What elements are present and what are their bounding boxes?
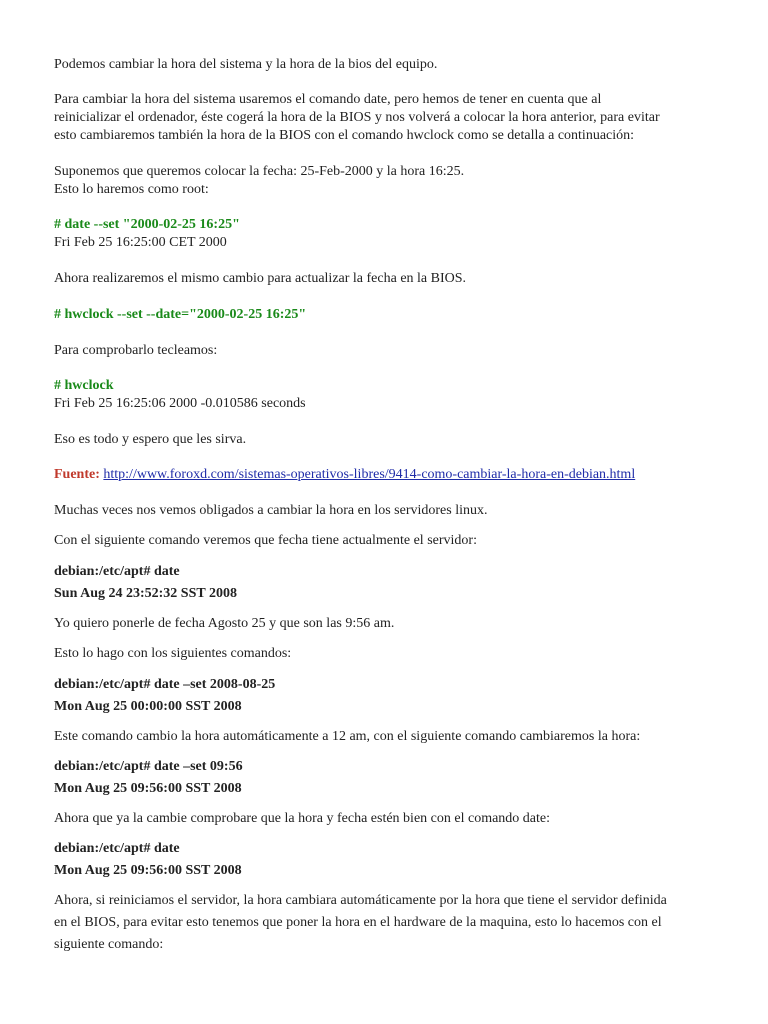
paragraph-line: Esto lo haremos como root: <box>54 182 209 197</box>
command-line: debian:/etc/apt# date –set 09:56 <box>54 759 243 774</box>
command-output: Mon Aug 25 09:56:00 SST 2008 <box>54 863 242 878</box>
paragraph-line: siguiente comando: <box>54 937 164 952</box>
command-output: Mon Aug 25 00:00:00 SST 2008 <box>54 699 242 714</box>
paragraph-line: Con el siguiente comando veremos que fecha tiene actualmente el servidor: <box>54 533 477 548</box>
paragraph-line: Ahora, si reiniciamos el servidor, la hora cambiara automáticamente por la hora que tiene el servidor definida <box>54 893 667 908</box>
command-date: # date --set "2000-02-25 16:25" <box>54 217 240 232</box>
command-output: Mon Aug 25 09:56:00 SST 2008 <box>54 781 242 796</box>
paragraph-line: Para comprobarlo tecleamos: <box>54 343 218 358</box>
command-line: debian:/etc/apt# date <box>54 564 180 579</box>
source-label: Fuente: <box>54 467 100 482</box>
command-line: debian:/etc/apt# date –set 2008-08-25 <box>54 677 276 692</box>
source-link[interactable]: http://www.foroxd.com/sistemas-operativos-libres/9414-como-cambiar-la-hora-en-debian.html <box>103 467 636 482</box>
paragraph-line: Muchas veces nos vemos obligados a cambiar la hora en los servidores linux. <box>54 503 488 518</box>
paragraph-line: Este comando cambio la hora automáticamente a 12 am, con el siguiente comando cambiaremos la hora: <box>54 729 641 744</box>
source-line <box>54 466 718 484</box>
command-line: debian:/etc/apt# date <box>54 841 180 856</box>
command-output: Fri Feb 25 16:25:06 2000 -0.010586 seconds <box>54 396 306 411</box>
paragraph-line: esto cambiaremos también la hora de la BIOS con el comando hwclock como se detalla a continuación: <box>54 128 635 143</box>
paragraph-line: en el BIOS, para evitar esto tenemos que poner la hora en el hardware de la maquina, esto lo hacemos con el <box>54 915 662 930</box>
command-output: Fri Feb 25 16:25:00 CET 2000 <box>54 235 227 250</box>
paragraph-line: Eso es todo y espero que les sirva. <box>54 432 247 447</box>
paragraph-line: Suponemos que queremos colocar la fecha: 25-Feb-2000 y la hora 16:25. <box>54 164 465 179</box>
command-hwclock: # hwclock <box>54 378 114 393</box>
command-output: Sun Aug 24 23:52:32 SST 2008 <box>54 586 237 601</box>
paragraph-line: reinicializar el ordenador, éste cogerá la hora de la BIOS y nos volverá a colocar la hora anterior, para evitar <box>54 110 660 125</box>
command-hwclock-set: # hwclock --set --date="2000-02-25 16:25" <box>54 307 307 322</box>
paragraph-line: Ahora que ya la cambie comprobare que la hora y fecha estén bien con el comando date: <box>54 811 551 826</box>
intro-text: Podemos cambiar la hora del sistema y la hora de la bios del equipo. <box>54 57 438 72</box>
paragraph-line: Yo quiero ponerle de fecha Agosto 25 y que son las 9:56 am. <box>54 616 395 631</box>
paragraph-line: Para cambiar la hora del sistema usaremos el comando date, pero hemos de tener en cuenta que al <box>54 92 602 107</box>
paragraph-line: Esto lo hago con los siguientes comandos: <box>54 646 292 661</box>
paragraph-line: Ahora realizaremos el mismo cambio para actualizar la fecha en la BIOS. <box>54 271 467 286</box>
